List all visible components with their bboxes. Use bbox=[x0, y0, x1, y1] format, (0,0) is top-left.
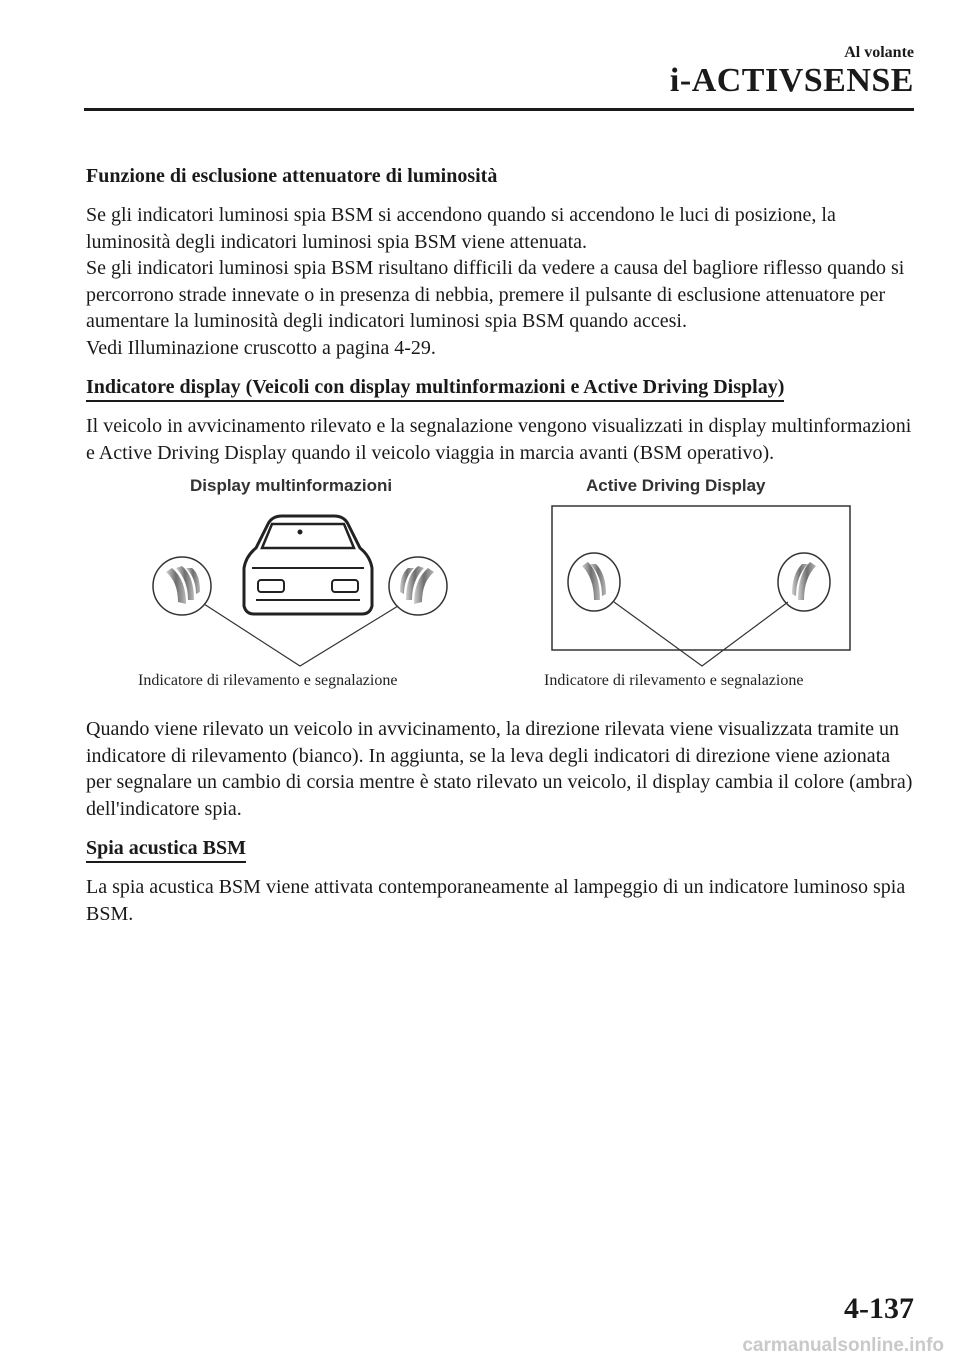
heading-text: Spia acustica BSM bbox=[86, 837, 246, 863]
left-detection-indicator-icon bbox=[153, 557, 211, 615]
figure-illustration bbox=[86, 476, 916, 704]
paragraph bbox=[86, 255, 916, 335]
chapter-title: i-ACTIVSENSE bbox=[669, 62, 914, 99]
paragraph bbox=[86, 335, 916, 362]
paragraph-text: Se gli indicatori luminosi spia BSM risultano difficili da vedere a causa del bagliore riflesso quando si percorrono strade innevate o in presenza di nebbia, premere il pulsante di esclusione attenuatore per aumentare la luminosità degli indicatori luminosi spia BSM quando accesi. bbox=[86, 257, 905, 332]
heading-text: Indicatore display (Veicoli con display multinformazioni e Active Driving Display) bbox=[86, 376, 784, 402]
figure-caption-left: Indicatore di rilevamento e segnalazione bbox=[138, 672, 398, 689]
section-label: Al volante bbox=[844, 44, 914, 61]
cross-reference: Vedi Illuminazione cruscotto a pagina 4-29. bbox=[86, 336, 436, 359]
paragraph bbox=[86, 202, 916, 255]
adds-right-indicator-icon bbox=[778, 553, 830, 611]
figure-caption-right: Indicatore di rilevamento e segnalazione bbox=[544, 672, 804, 689]
page-content bbox=[86, 162, 916, 937]
page-number: 4-137 bbox=[844, 1292, 914, 1325]
bsm-display-figure bbox=[86, 476, 916, 704]
paragraph-text: La spia acustica BSM viene attivata contemporaneamente al lampeggio di un indicatore luminoso spia BSM. bbox=[86, 876, 906, 925]
paragraph bbox=[86, 716, 916, 822]
car-rear-icon bbox=[244, 516, 372, 614]
figure-title-multinfo: Display multinformazioni bbox=[190, 476, 393, 495]
paragraph-text: Se gli indicatori luminosi spia BSM si accendono quando si accendono le luci di posizione, la luminosità degli indicatori luminosi spia BSM viene attenuata. bbox=[86, 204, 836, 253]
paragraph-text: Quando viene rilevato un veicolo in avvicinamento, la direzione rilevata viene visualizzata tramite un indicatore di rilevamento (bianco). In aggiunta, se la leva degli indicatori di direzione viene azionata per segnalare un cambio di corsia mentre è stato rilevato un veicolo, il display cambia il colore (ambra) dell'indicatore spia. bbox=[86, 718, 913, 820]
heading-bsm-beep bbox=[86, 834, 916, 862]
paragraph-text: Il veicolo in avvicinamento rilevato e la segnalazione vengono visualizzati in display multinformazioni e Active Driving Display quando il veicolo viaggia in marcia avanti (BSM operativo). bbox=[86, 415, 912, 464]
paragraph bbox=[86, 874, 916, 927]
watermark-text: carmanualsonline.info bbox=[742, 1335, 944, 1356]
heading-dimmer-cancel: Funzione di esclusione attenuatore di luminosità bbox=[86, 165, 498, 187]
adds-left-indicator-icon bbox=[568, 553, 620, 611]
paragraph bbox=[86, 413, 916, 466]
header-rule bbox=[84, 108, 914, 111]
figure-title-adds: Active Driving Display bbox=[586, 476, 766, 495]
heading-display-indicator bbox=[86, 373, 916, 401]
